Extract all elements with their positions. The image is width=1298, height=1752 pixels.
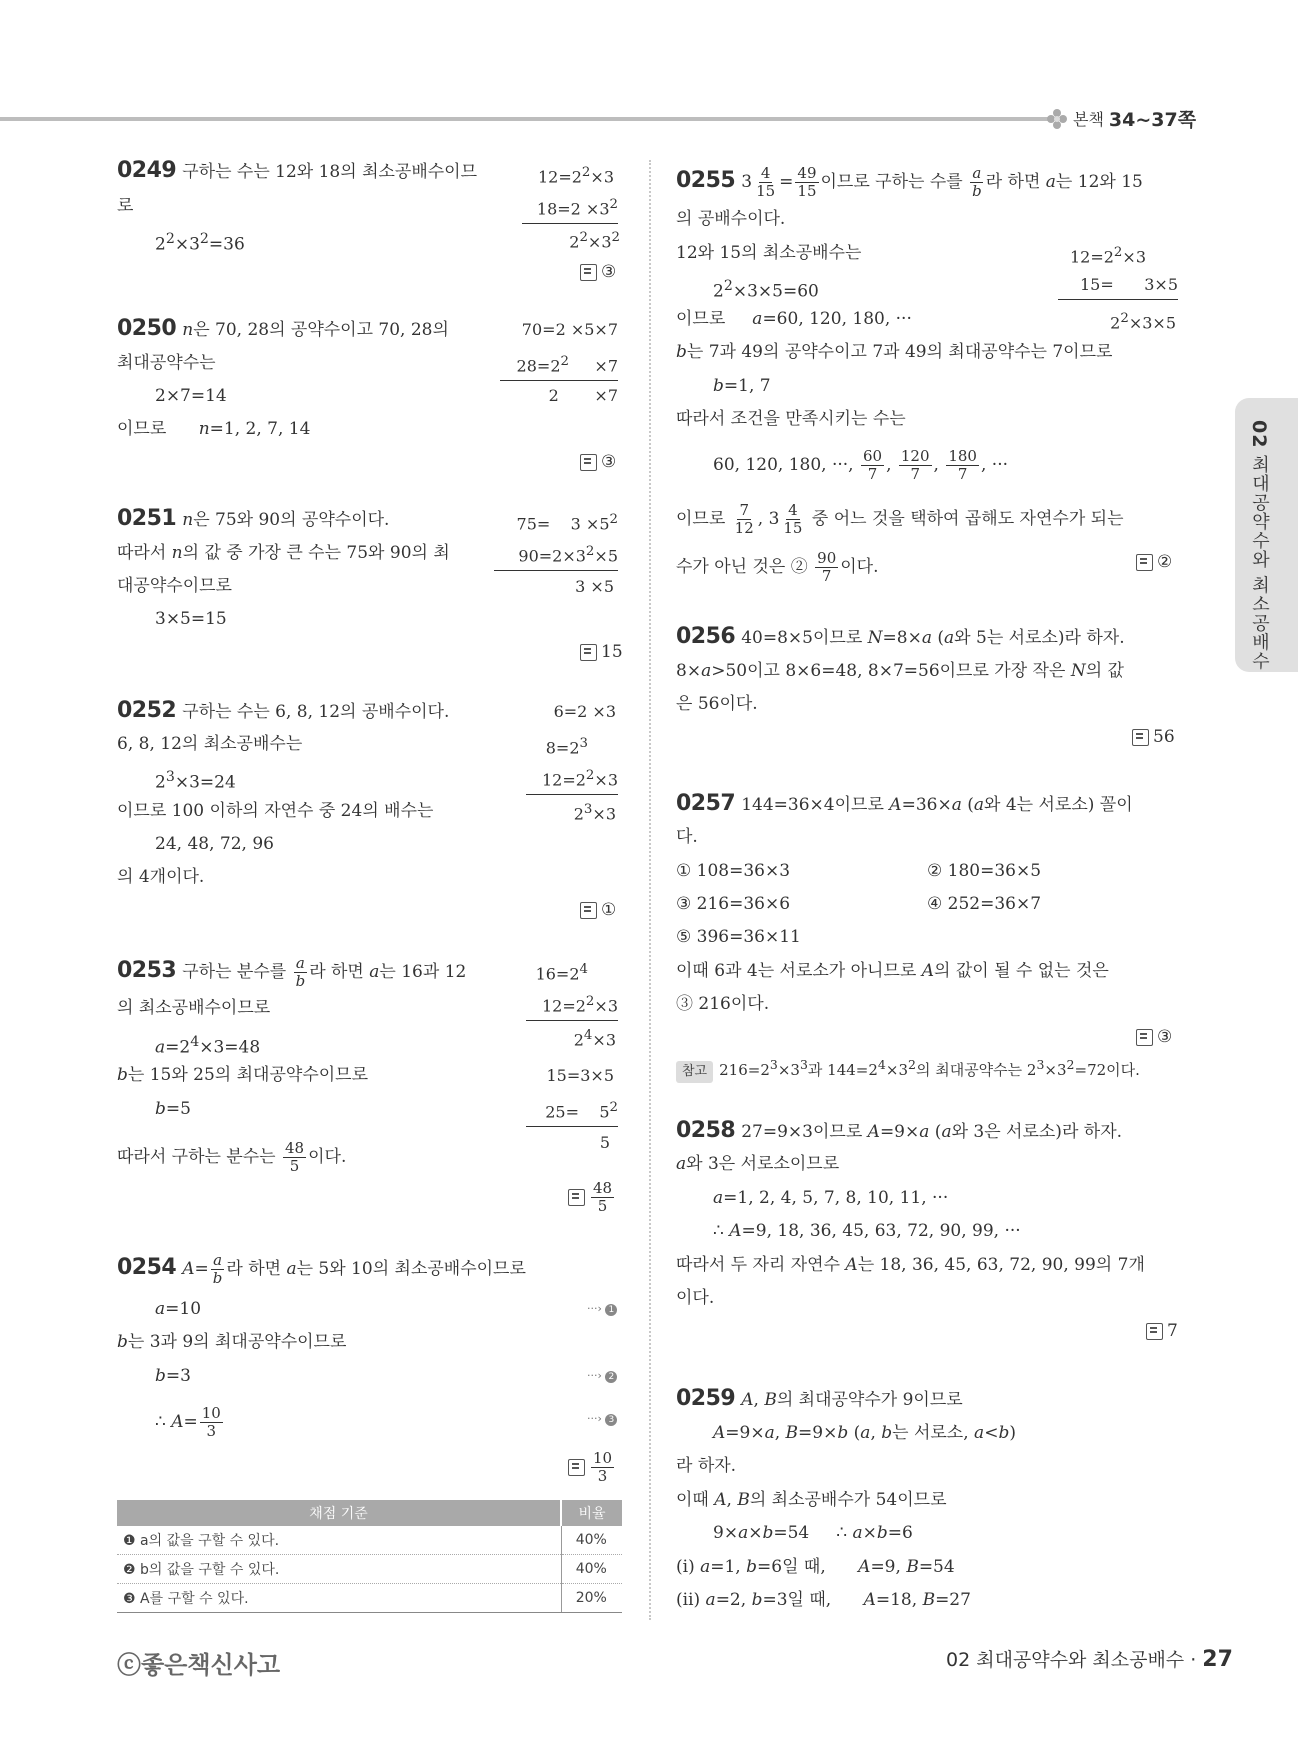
footer-chapter: 02 최대공약수와 최소공배수 <box>946 1649 1185 1671</box>
text-line: 다. <box>676 827 698 847</box>
text-line: ⑤ 396=36×11 <box>676 927 801 947</box>
text-line: 은 56이다. <box>676 694 758 714</box>
footer-separator: · <box>1190 1649 1197 1671</box>
problem-0249: 0249 구하는 수는 12와 18의 최소공배수이므 <box>117 158 478 183</box>
text-line: $2^2\times 3\times 5=60$ <box>713 278 819 302</box>
text-line: a=10 <box>155 1299 202 1319</box>
calc-line: 2 ×7 <box>548 386 618 405</box>
text-line: b=3 <box>155 1366 191 1386</box>
step-marker: ···› 1 <box>587 1302 617 1316</box>
text-line: 수가 아닌 것은 ② $\frac{90}{7}$ 이다. <box>676 549 879 585</box>
text-line: b=1, 7 <box>713 376 771 396</box>
page-number: 27 <box>1202 1647 1233 1672</box>
text-line: ∴ A=9, 18, 36, 45, 63, 72, 90, 99, ··· <box>713 1221 1021 1241</box>
text-line: 이때 6과 4는 서로소가 아니므로 A의 값이 될 수 없는 것은 <box>676 961 1109 981</box>
chapter-tab-label: 02 최대공약수와 최소공배수 <box>1248 420 1270 671</box>
calc-line: 25= $5^2$ <box>526 1098 618 1127</box>
text-line: b는 7과 49의 공약수이고 7과 49의 최대공약수는 7이므로 <box>676 342 1113 362</box>
text-line: ③ 216이다. <box>676 994 770 1014</box>
answer: ③ <box>1136 1027 1172 1047</box>
problem-0254: 0254 A= $\frac{a}{b}$ 라 하면 a는 5와 10의 최소공배수이므로 <box>117 1251 526 1287</box>
text-line: 이므로 a=60, 120, 180, ··· <box>676 309 912 329</box>
answer-icon <box>1136 1029 1153 1046</box>
text-line: 이므로 n=1, 2, 7, 14 <box>117 419 311 439</box>
answer: $\frac{48}{5}$ <box>568 1180 616 1215</box>
text-line: ③ 216=36×6 <box>676 894 791 914</box>
problem-0252: 0252 구하는 수는 6, 8, 12의 공배수이다. <box>117 698 450 723</box>
calc-line: $2^4\times 3$ <box>573 1028 616 1050</box>
text-line: 이므로 100 이하의 자연수 중 24의 배수는 <box>117 801 434 821</box>
text-line: $2^3\times 3=24$ <box>155 769 236 793</box>
text-line: (ⅱ) a=2, b=3일 때, A=18, B=27 <box>676 1590 971 1610</box>
text-line: a=1, 2, 4, 5, 7, 8, 10, 11, ··· <box>713 1188 949 1208</box>
text-line: 이므로 $\frac{7}{12}$ , 3 $\frac{4}{15}$ 중 어느 것을 택하여 곱해도 자연수가 되는 <box>676 501 1124 537</box>
problem-0257: 0257 144=36×4이므로 A=36×a (a와 4는 서로소) 꼴이 <box>676 791 1133 816</box>
page-range: 34~37쪽 <box>1108 109 1197 131</box>
calc-line: 75= $3 \times 5^2$ <box>516 512 618 534</box>
column-divider <box>649 160 651 1620</box>
calc-line: $2^2\times 3^2$ <box>569 230 620 252</box>
text-line: ① 108=36×3 <box>676 861 791 881</box>
table-header: 채점 기준 <box>117 1500 561 1526</box>
answer: 56 <box>1132 727 1175 747</box>
calc-line: $8=2^3$ <box>545 736 588 758</box>
text-line: ∴ A= $\frac{10}{3}$ <box>155 1404 221 1440</box>
calc-line: $2^2\times 3\times 5$ <box>1110 311 1176 333</box>
calc-line: 6=2 ×3 <box>553 702 616 721</box>
answer: ① <box>580 900 616 920</box>
answer: 7 <box>1146 1321 1178 1341</box>
answer-icon <box>568 1459 585 1476</box>
problem-0256: 0256 40=8×5이므로 N=8×a (a와 5는 서로소)라 하자. <box>676 624 1125 649</box>
text-line: b=5 <box>155 1099 191 1119</box>
table-row: ❸ A를 구할 수 있다. 20% <box>117 1584 622 1613</box>
answer-icon <box>1136 554 1153 571</box>
text-line: 의 최소공배수이므로 <box>117 998 271 1018</box>
text-line: 24, 48, 72, 96 <box>155 834 274 854</box>
step-marker: ···› 3 <box>587 1412 617 1426</box>
text-line: 대공약수이므로 <box>117 576 232 596</box>
text-line: 3×5=15 <box>155 609 227 629</box>
text-line: 따라서 조건을 만족시키는 수는 <box>676 409 906 429</box>
text-line: b는 15와 25의 최대공약수이므로 <box>117 1065 369 1085</box>
text-line: b는 3과 9의 최대공약수이므로 <box>117 1332 347 1352</box>
text-line: $a=2^4\times 3=48$ <box>155 1034 261 1058</box>
answer: ③ <box>580 262 616 282</box>
scoring-table <box>117 1500 622 1613</box>
answer-icon <box>580 264 597 281</box>
calc-line: 15= 3×5 <box>1058 275 1178 300</box>
text-line: 따라서 두 자리 자연수 A는 18, 36, 45, 63, 72, 90, 99의 7개 <box>676 1255 1145 1275</box>
answer-icon <box>580 644 597 661</box>
text-line: 따라서 n의 값 중 가장 큰 수는 75와 90의 최 <box>117 543 450 563</box>
text-line: 8×a>50이고 8×6=48, 8×7=56이므로 가장 작은 N의 값 <box>676 661 1124 681</box>
calc-line: $12=2^2\times 3$ <box>1069 245 1146 267</box>
answer-icon <box>580 454 597 471</box>
answer: 15 <box>580 642 623 662</box>
problem-0253: 0253 구하는 분수를 $\frac{a}{b}$ 라 하면 a는 16과 12 <box>117 954 467 990</box>
answer: ② <box>1136 552 1172 572</box>
calc-line: $2^3\times 3$ <box>573 802 616 824</box>
calc-line: $28=2^2$ ×7 <box>500 352 618 381</box>
text-line: ④ 252=36×7 <box>927 894 1042 914</box>
text-line: 60, 120, 180, ···, $\frac{60}{7}$ , $\frac{120}{7}$ , $\frac{180}{7}$ , ··· <box>713 447 1009 483</box>
problem-0259: 0259 A, B의 최대공약수가 9이므로 <box>676 1386 963 1411</box>
step-marker: ···› 2 <box>587 1369 617 1383</box>
answer: ③ <box>580 452 616 472</box>
problem-0251: 0251 n은 75와 90의 공약수이다. <box>117 506 390 531</box>
calc-line: 70=2 ×5×7 <box>521 320 618 339</box>
calc-line: $90=2\times 3^2\times 5$ <box>494 542 618 571</box>
text-line: 12와 15의 최소공배수는 <box>676 243 862 263</box>
table-header: 비율 <box>561 1500 622 1526</box>
text-line: A=9×a, B=9×b (a, b는 서로소, a<b) <box>713 1423 1016 1443</box>
problem-0255: 0255 3 $\frac{4}{15}$ = $\frac{49}{15}$ 이므로 구하는 수를 $\frac{a}{b}$ 라 하면 a는 12와 15 <box>676 164 1143 200</box>
text-line: 6, 8, 12의 최소공배수는 <box>117 734 303 754</box>
text-line: ② 180=36×5 <box>927 861 1042 881</box>
calc-line: 5 <box>599 1133 610 1152</box>
text-line: 이다. <box>676 1288 715 1308</box>
page-reference <box>1046 105 1196 132</box>
calc-line: $12=2^2\times 3$ <box>526 766 618 795</box>
problem-0250: 0250 n은 70, 28의 공약수이고 70, 28의 <box>117 316 449 341</box>
answer-icon <box>580 902 597 919</box>
table-row: ❶ a의 값을 구할 수 있다. 40% <box>117 1526 622 1555</box>
text-line: (ⅰ) a=1, b=6일 때, A=9, B=54 <box>676 1557 955 1577</box>
header-rule <box>0 117 1050 121</box>
page-footer <box>946 1645 1233 1672</box>
text-line: 2×7=14 <box>155 386 227 406</box>
text-line: 9×a×b=54 ∴ a×b=6 <box>713 1523 913 1543</box>
flower-icon <box>1046 108 1068 130</box>
problem-0258: 0258 27=9×3이므로 A=9×a (a와 3은 서로소)라 하자. <box>676 1118 1123 1143</box>
text-line: 따라서 구하는 분수는 $\frac{48}{5}$ 이다. <box>117 1139 347 1175</box>
text-line: 최대공약수는 <box>117 353 216 373</box>
text-line: 로 <box>117 196 134 216</box>
text-line: a와 3은 서로소이므로 <box>676 1154 840 1174</box>
calc-line: 3 ×5 <box>575 577 614 596</box>
book-ref: 본책 <box>1073 110 1104 129</box>
calc-line: $16=2^4$ <box>535 962 588 984</box>
text-line: 이때 A, B의 최소공배수가 54이므로 <box>676 1490 947 1510</box>
answer-icon <box>1146 1323 1163 1340</box>
publisher-logo: ⓒ좋은책신사고 <box>117 1651 281 1679</box>
text-line: $2^2\times 3^2=36$ <box>155 231 245 255</box>
calc-line: $12=2^2\times 3$ <box>526 992 618 1021</box>
text-line: 의 4개이다. <box>117 867 205 887</box>
answer-icon <box>1132 729 1149 746</box>
table-row: ❷ b의 값을 구할 수 있다. 40% <box>117 1555 622 1584</box>
calc-line: $18=2 \times 3^2$ <box>522 195 618 224</box>
text-line: 의 공배수이다. <box>676 209 786 229</box>
calc-line: 15=3×5 <box>546 1066 614 1085</box>
answer-icon <box>568 1189 585 1206</box>
reference-note: 참고 $216=2^3\times 3^3$과 $144=2^4\times 3^2$의 최대공약수는 $2^3\times 3^2=72$이다. <box>676 1054 1140 1083</box>
answer: $\frac{10}{3}$ <box>568 1450 616 1485</box>
calc-line: $12=2^2\times 3$ <box>537 165 614 187</box>
text-line: 라 하자. <box>676 1456 737 1476</box>
